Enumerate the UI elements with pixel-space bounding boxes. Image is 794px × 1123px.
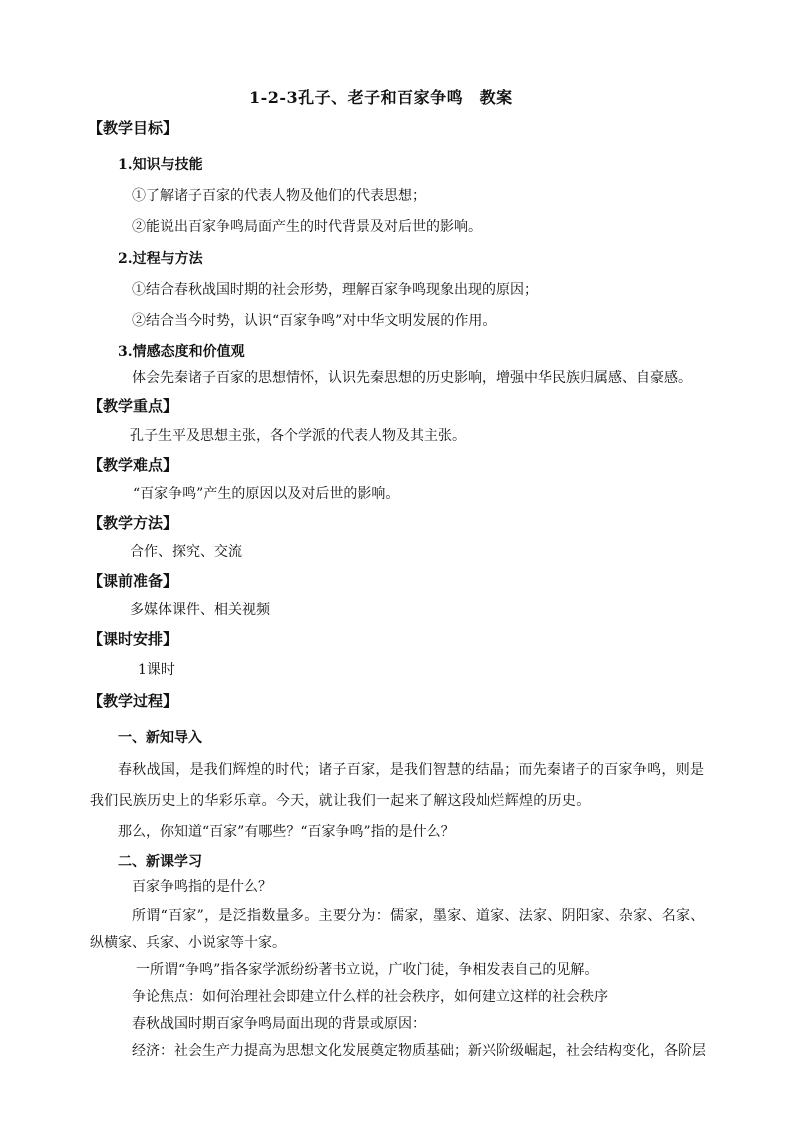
section-heading-key-points: 【教学重点】 — [88, 397, 179, 415]
intro-paragraph-2: 那么，你知道“百家”有哪些？“百家争鸣”指的是什么？ — [118, 824, 455, 840]
section-heading-preparation: 【课前准备】 — [88, 572, 179, 590]
key-points-text: 孔子生平及思想主张，各个学派的代表人物及其主张。 — [130, 428, 466, 444]
goal-knowledge-1: ①了解诸子百家的代表人物及他们的代表思想； — [132, 188, 426, 204]
section-heading-methods: 【教学方法】 — [88, 514, 179, 532]
goal-knowledge-2: ②能说出百家争鸣局面产生的时代背景及对后世的影响。 — [132, 219, 482, 235]
subheading-emotion-values: 3.情感态度和价值观 — [118, 344, 245, 360]
intro-paragraph-1-line-1: 春秋战国，是我们辉煌的时代；诸子百家，是我们智慧的结晶；而先秦诸子的百家争鸣，则是 — [118, 762, 705, 778]
new-lesson-question: 百家争鸣指的是什么？ — [132, 879, 272, 895]
section-heading-schedule: 【课时安排】 — [88, 630, 179, 648]
subheading-new-lesson: 二、新课学习 — [118, 854, 202, 870]
preparation-text: 多媒体课件、相关视频 — [130, 602, 270, 618]
document-title: 1-2-3孔子、老子和百家争鸣 教案 — [249, 88, 513, 107]
subheading-process-methods: 2.过程与方法 — [118, 251, 203, 267]
new-lesson-paragraph-1-line-2: 纵横家、兵家、小说家等十家。 — [90, 935, 286, 951]
methods-text: 合作、探究、交流 — [130, 544, 242, 560]
goal-emotion-1: 体会先秦诸子百家的思想情怀，认识先秦思想的历史影响，增强中华民族归属感、自豪感。 — [132, 370, 692, 386]
new-lesson-paragraph-2: 一所谓“争鸣”指各家学派纷纷著书立说，广收门徒，争相发表自己的见解。 — [136, 962, 599, 978]
new-lesson-paragraph-5: 经济：社会生产力提高为思想文化发展奠定物质基础；新兴阶级崛起，社会结构变化，各阶层 — [132, 1043, 706, 1059]
subheading-intro: 一、新知导入 — [118, 730, 202, 746]
section-heading-teaching-goals: 【教学目标】 — [88, 119, 179, 137]
difficulties-text: “百家争鸣”产生的原因以及对后世的影响。 — [133, 486, 400, 502]
intro-paragraph-1-line-2: 我们民族历史上的华彩乐章。今天，就让我们一起来了解这段灿烂辉煌的历史。 — [90, 793, 591, 809]
new-lesson-paragraph-4: 春秋战国时期百家争鸣局面出现的背景或原因： — [132, 1016, 426, 1032]
new-lesson-paragraph-1-line-1: 所谓“百家”，是泛指数量多。主要分为：儒家，墨家、道家、法家、阴阳家、杂家、名家、 — [132, 908, 705, 924]
schedule-text: 1课时 — [138, 662, 175, 678]
goal-process-1: ①结合春秋战国时期的社会形势，理解百家争鸣现象出现的原因； — [132, 282, 538, 298]
goal-process-2: ②结合当今时势，认识“百家争鸣”对中华文明发展的作用。 — [132, 313, 497, 329]
new-lesson-paragraph-3: 争论焦点：如何治理社会即建立什么样的社会秩序，如何建立这样的社会秩序 — [132, 989, 608, 1005]
section-heading-difficulties: 【教学难点】 — [88, 456, 179, 474]
section-heading-process: 【教学过程】 — [88, 692, 179, 710]
subheading-knowledge-skills: 1.知识与技能 — [118, 157, 203, 173]
